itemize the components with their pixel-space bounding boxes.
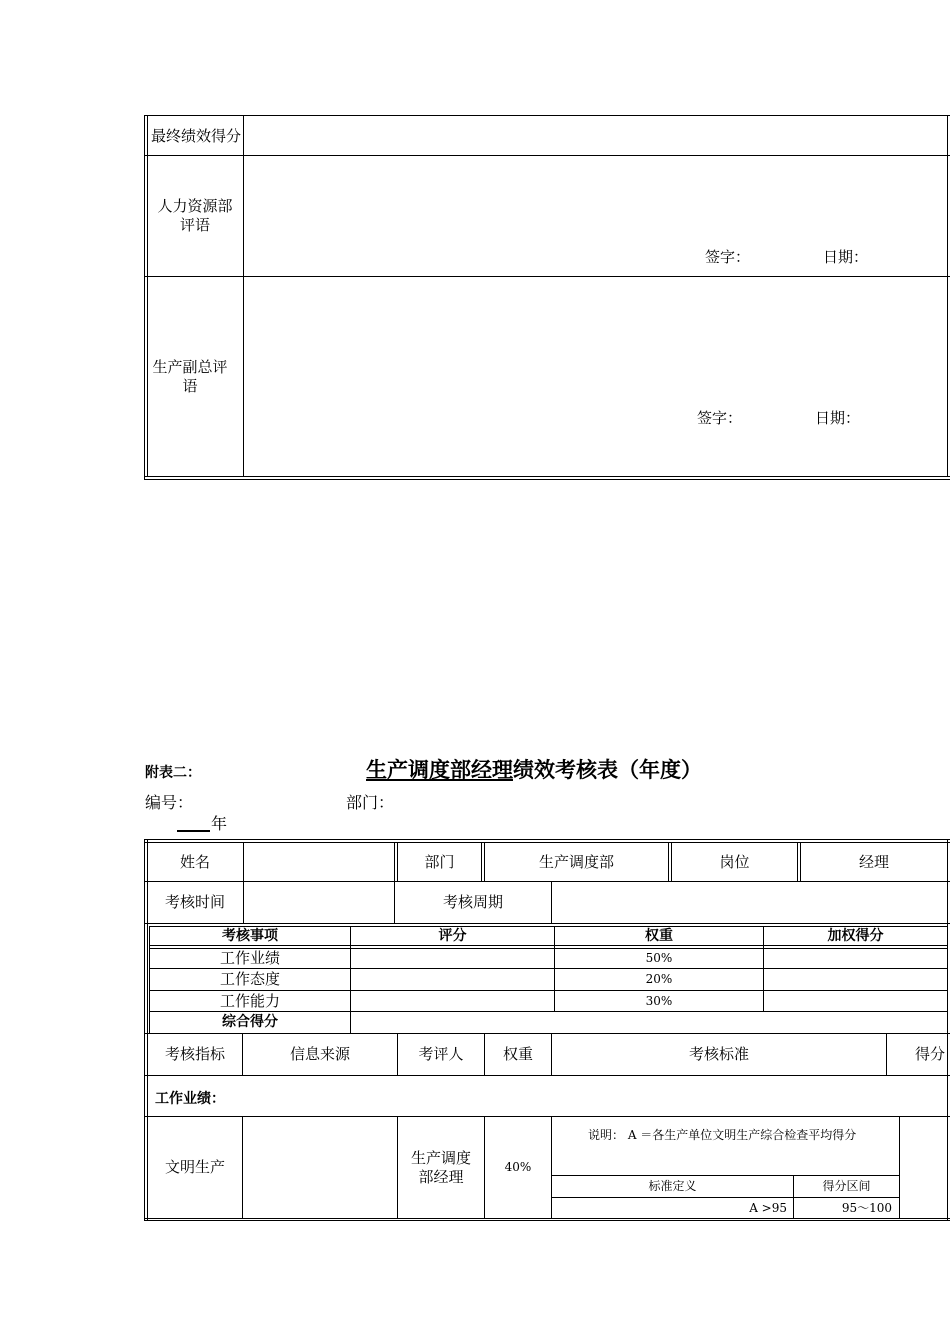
title-rest: 绩效考核表（年度） [513, 758, 702, 782]
hr-sign-label: 签字： [705, 248, 751, 266]
summary-total-label: 综合得分 [222, 1014, 278, 1030]
post-label: 岗位 [719, 852, 750, 871]
dept-label-cell: 部门 [424, 852, 455, 871]
criteria-header-indicator: 考核指标 [164, 1045, 225, 1063]
range-value: 95～100 [841, 1200, 892, 1215]
appendix-label: 附表二： [145, 765, 201, 781]
summary-row-item: 工作态度 [219, 970, 280, 988]
year-blank [177, 830, 210, 832]
summary-header-weighted: 加权得分 [827, 927, 884, 944]
summary-row-item: 工作业绩 [219, 949, 280, 967]
criteria-header-weight: 权重 [502, 1045, 533, 1063]
title-underlined: 生产调度部经理 [366, 758, 513, 782]
std-value: A >95 [749, 1200, 787, 1215]
summary-row-weight: 20% [645, 972, 673, 986]
score-range-label: 得分区间 [822, 1179, 871, 1193]
cycle-field[interactable] [552, 882, 947, 923]
final-score-label: 最终绩效得分 [150, 126, 241, 145]
summary-header-weight: 权重 [645, 927, 673, 944]
summary-header-score: 评分 [438, 927, 467, 944]
criteria-header-standard: 考核标准 [688, 1045, 749, 1063]
vp-date-label: 日期： [815, 409, 861, 427]
time-field[interactable] [244, 882, 394, 923]
civil-assessor: 生产调度部经理 [410, 1149, 471, 1186]
civil-source-field[interactable] [243, 1117, 397, 1218]
criteria-header-assessor: 考评人 [418, 1045, 464, 1063]
civil-note: 说明： A ＝各生产单位文明生产综合检查平均得分 [588, 1128, 857, 1142]
serial-label: 编号： [145, 793, 194, 812]
hr-comment-label: 人力资源部评语 [157, 197, 233, 234]
dept-value: 生产调度部 [538, 852, 614, 871]
post-value: 经理 [858, 852, 889, 871]
section-label: 工作业绩： [155, 1091, 225, 1107]
std-def-label: 标准定义 [648, 1179, 697, 1193]
vp-sign-label: 签字： [697, 409, 743, 427]
criteria-header-source: 信息来源 [289, 1045, 350, 1063]
hr-date-label: 日期： [823, 248, 869, 266]
civil-weight: 40% [504, 1160, 532, 1174]
criteria-header-score: 得分 [914, 1045, 945, 1063]
year-label: 年 [211, 814, 228, 833]
dept-label: 部门： [346, 793, 395, 812]
summary-row-item: 工作能力 [219, 991, 280, 1010]
civil-indicator: 文明生产 [164, 1158, 225, 1176]
summary-row-weight: 30% [645, 993, 673, 1008]
cycle-label: 考核周期 [442, 893, 503, 911]
summary-row-weight: 50% [645, 951, 673, 965]
name-field[interactable] [244, 843, 394, 881]
form-title [366, 754, 702, 784]
civil-score-field[interactable] [900, 1117, 947, 1218]
time-label: 考核时间 [164, 893, 225, 911]
summary-header-item: 考核事项 [222, 927, 278, 944]
vp-comment-label: 生产副总评语 [152, 358, 228, 395]
name-label: 姓名 [179, 852, 210, 871]
